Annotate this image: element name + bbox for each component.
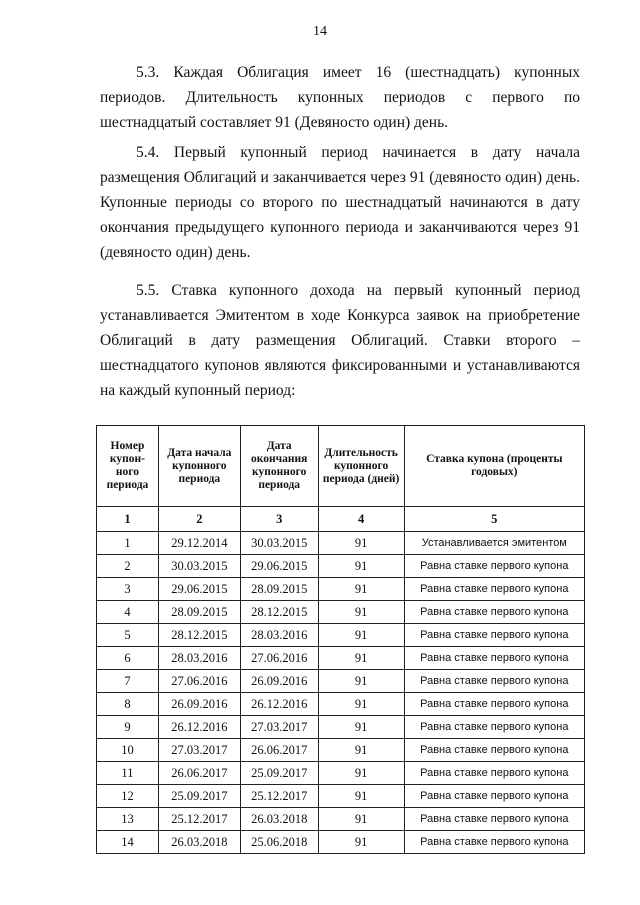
table-row xyxy=(97,532,585,555)
header-start-date: Дата начала купонного периода xyxy=(158,426,240,507)
header-duration: Длительность купонного периода (дней) xyxy=(318,426,404,507)
cell-end-date: 26.12.2016 xyxy=(240,693,318,716)
cell-end-date: 26.06.2017 xyxy=(240,739,318,762)
cell-period-number: 3 xyxy=(97,578,159,601)
cell-period-number: 2 xyxy=(97,555,159,578)
table-row xyxy=(97,555,585,578)
table-row xyxy=(97,785,585,808)
cell-period-number: 5 xyxy=(97,624,159,647)
header-period-number: Номер купон-ного периода xyxy=(97,426,159,507)
cell-end-date: 25.12.2017 xyxy=(240,785,318,808)
cell-coupon-rate: Равна ставке первого купона xyxy=(404,762,584,785)
cell-end-date: 29.06.2015 xyxy=(240,555,318,578)
cell-coupon-rate: Равна ставке первого купона xyxy=(404,670,584,693)
coupon-periods-table xyxy=(96,425,585,854)
cell-duration: 91 xyxy=(318,647,404,670)
paragraph-5-5-text: 5.5. Ставка купонного дохода на первый купонный период устанавливается Эмитентом в ходе Конкурса заявок на приобретение Облигаций в дату размещения Облигаций. Ставки второго – шестнадцатого купонов являются фиксированными и устанавливаются на каждый купонный период: xyxy=(100,282,580,399)
table-row xyxy=(97,647,585,670)
cell-coupon-rate: Равна ставке первого купона xyxy=(404,601,584,624)
cell-end-date: 25.09.2017 xyxy=(240,762,318,785)
cell-period-number: 10 xyxy=(97,739,159,762)
cell-duration: 91 xyxy=(318,578,404,601)
cell-duration: 91 xyxy=(318,555,404,578)
cell-end-date: 28.03.2016 xyxy=(240,624,318,647)
cell-duration: 91 xyxy=(318,739,404,762)
cell-end-date: 26.09.2016 xyxy=(240,670,318,693)
cell-end-date: 28.09.2015 xyxy=(240,578,318,601)
cell-coupon-rate: Равна ставке первого купона xyxy=(404,647,584,670)
cell-duration: 91 xyxy=(318,831,404,854)
cell-start-date: 30.03.2015 xyxy=(158,555,240,578)
cell-period-number: 6 xyxy=(97,647,159,670)
cell-start-date: 27.03.2017 xyxy=(158,739,240,762)
header-coupon-rate: Ставка купона (проценты годовых) xyxy=(404,426,584,507)
table-row xyxy=(97,831,585,854)
cell-duration: 91 xyxy=(318,785,404,808)
column-number: 5 xyxy=(404,507,584,532)
column-number: 2 xyxy=(158,507,240,532)
table-row xyxy=(97,578,585,601)
cell-duration: 91 xyxy=(318,693,404,716)
paragraph-5-4 xyxy=(100,140,580,265)
header-end-date: Дата окончания купонного периода xyxy=(240,426,318,507)
cell-period-number: 1 xyxy=(97,532,159,555)
cell-period-number: 7 xyxy=(97,670,159,693)
cell-start-date: 26.06.2017 xyxy=(158,762,240,785)
cell-period-number: 8 xyxy=(97,693,159,716)
table-header-row xyxy=(97,426,585,507)
column-number-row xyxy=(97,507,585,532)
cell-end-date: 27.06.2016 xyxy=(240,647,318,670)
table-row xyxy=(97,624,585,647)
column-number: 1 xyxy=(97,507,159,532)
cell-coupon-rate: Равна ставке первого купона xyxy=(404,693,584,716)
cell-end-date: 25.06.2018 xyxy=(240,831,318,854)
cell-period-number: 12 xyxy=(97,785,159,808)
column-number: 4 xyxy=(318,507,404,532)
cell-coupon-rate: Равна ставке первого купона xyxy=(404,578,584,601)
cell-end-date: 26.03.2018 xyxy=(240,808,318,831)
table-row xyxy=(97,808,585,831)
table-row xyxy=(97,716,585,739)
cell-start-date: 29.12.2014 xyxy=(158,532,240,555)
cell-duration: 91 xyxy=(318,716,404,739)
cell-duration: 91 xyxy=(318,532,404,555)
cell-coupon-rate: Равна ставке первого купона xyxy=(404,785,584,808)
paragraph-5-5 xyxy=(100,278,580,403)
cell-coupon-rate: Равна ставке первого купона xyxy=(404,555,584,578)
cell-period-number: 4 xyxy=(97,601,159,624)
cell-coupon-rate: Равна ставке первого купона xyxy=(404,831,584,854)
cell-start-date: 28.12.2015 xyxy=(158,624,240,647)
cell-start-date: 28.09.2015 xyxy=(158,601,240,624)
cell-coupon-rate: Равна ставке первого купона xyxy=(404,716,584,739)
cell-start-date: 25.12.2017 xyxy=(158,808,240,831)
table-row xyxy=(97,670,585,693)
paragraph-5-4-text: 5.4. Первый купонный период начинается в дату начала размещения Облигаций и заканчивается через 91 (девяносто один) день. Купонные периоды со второго по шестнадцатый начинаются в дату окончания предыдущего купонного периода и заканчиваются через 91 (девяносто один) день. xyxy=(100,144,580,261)
paragraph-5-3-text: 5.3. Каждая Облигация имеет 16 (шестнадцать) купонных периодов. Длительность купонных периодов с первого по шестнадцатый составляет 91 (Девяносто один) день. xyxy=(100,64,580,131)
cell-end-date: 30.03.2015 xyxy=(240,532,318,555)
cell-duration: 91 xyxy=(318,808,404,831)
page-number: 14 xyxy=(313,24,327,39)
table-row xyxy=(97,601,585,624)
cell-coupon-rate: Равна ставке первого купона xyxy=(404,739,584,762)
cell-start-date: 26.03.2018 xyxy=(158,831,240,854)
cell-end-date: 27.03.2017 xyxy=(240,716,318,739)
cell-coupon-rate: Устанавливается эмитентом xyxy=(404,532,584,555)
cell-start-date: 26.12.2016 xyxy=(158,716,240,739)
cell-period-number: 9 xyxy=(97,716,159,739)
cell-coupon-rate: Равна ставке первого купона xyxy=(404,808,584,831)
cell-start-date: 27.06.2016 xyxy=(158,670,240,693)
table-row xyxy=(97,739,585,762)
cell-start-date: 26.09.2016 xyxy=(158,693,240,716)
table-row xyxy=(97,693,585,716)
paragraph-5-3 xyxy=(100,60,580,135)
cell-start-date: 25.09.2017 xyxy=(158,785,240,808)
cell-period-number: 11 xyxy=(97,762,159,785)
cell-start-date: 28.03.2016 xyxy=(158,647,240,670)
cell-duration: 91 xyxy=(318,601,404,624)
cell-end-date: 28.12.2015 xyxy=(240,601,318,624)
cell-duration: 91 xyxy=(318,762,404,785)
cell-coupon-rate: Равна ставке первого купона xyxy=(404,624,584,647)
cell-duration: 91 xyxy=(318,624,404,647)
cell-period-number: 14 xyxy=(97,831,159,854)
cell-duration: 91 xyxy=(318,670,404,693)
column-number: 3 xyxy=(240,507,318,532)
table-row xyxy=(97,762,585,785)
cell-period-number: 13 xyxy=(97,808,159,831)
cell-start-date: 29.06.2015 xyxy=(158,578,240,601)
